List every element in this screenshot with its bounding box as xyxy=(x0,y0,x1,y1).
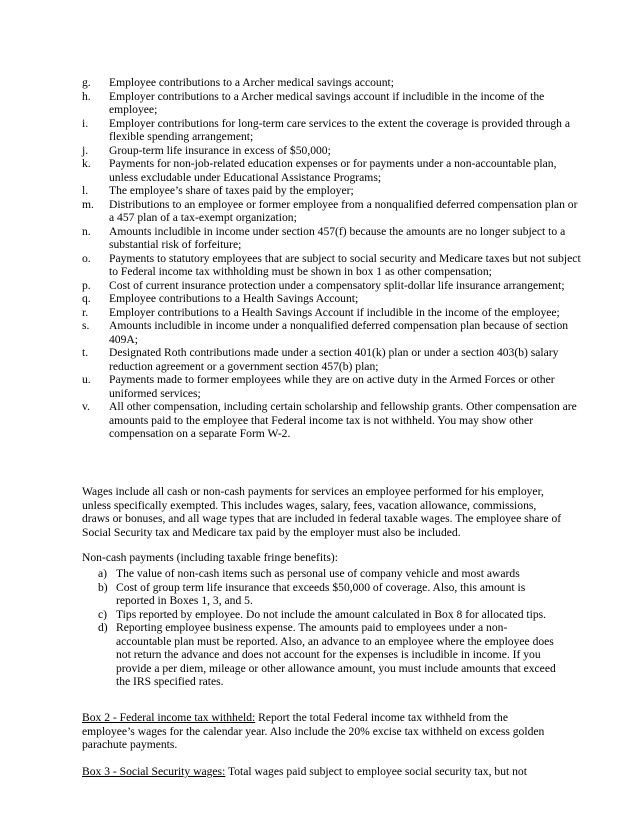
noncash-heading: Non-cash payments (including taxable fringe benefits): xyxy=(82,551,338,564)
list-item: c) Tips reported by employee. Do not include the amount calculated in Box 8 for allocated tips. xyxy=(98,607,547,621)
list-item: h. Employer contributions to a Archer medical savings account if includible in the income of the employee; xyxy=(82,89,545,116)
list-item: v. All other compensation, including certain scholarship and fellowship grants. Other compensation are amounts paid to the employee that Federal income tax is not withheld. You may show other compensation on a separate Form W-2. xyxy=(82,400,577,440)
list-item: j. Group-term life insurance in excess of $50,000; xyxy=(82,143,331,157)
list-item: t. Designated Roth contributions made under a section 401(k) plan or under a section 403(b) salary reduction agreement or a government section 457(b) plan; xyxy=(82,346,559,373)
list-item: d) Reporting employee business expense. The amounts paid to employees under a non-accountable plan must be reported. Also, an advance to an employee where the employee does not return the advance and does not account for the expenses is includible in income. If you provide a per diem, mileage or other allowance amount, you must include amounts that exceed the IRS specified rates. xyxy=(98,621,556,688)
box3-heading: Box 3 - Social Security wages: xyxy=(82,765,226,778)
box1-items-list xyxy=(82,76,582,441)
box3-paragraph xyxy=(82,765,562,779)
list-item: k. Payments for non-job-related education expenses or for payments under a non-accountable plan, unless excludable under Educational Assistance Programs; xyxy=(82,157,557,184)
list-item: g. Employee contributions to a Archer medical savings account; xyxy=(82,76,394,89)
list-item: u. Payments made to former employees while they are on active duty in the Armed Forces or other uniformed services; xyxy=(82,373,555,400)
list-item: a) The value of non-cash items such as personal use of company vehicle and most awards xyxy=(98,567,520,580)
noncash-items-list xyxy=(98,567,558,689)
list-item: o. Payments to statutory employees that are subject to social security and Medicare taxes but not subject to Federal income tax withholding must be shown in box 1 as other compensation; xyxy=(82,251,581,278)
list-item: l. The employee’s share of taxes paid by the employer; xyxy=(82,184,354,197)
box2-paragraph xyxy=(82,711,562,752)
box2-text: Report the total Federal income tax withheld from the employee’s wages for the calendar year. Also include the 20% excise tax withheld on excess golden parachute payments. xyxy=(82,711,545,751)
list-item: p. Cost of current insurance protection under a compensatory split-dollar life insurance arrangement; xyxy=(82,278,565,292)
list-item: s. Amounts includible in income under a nonqualified deferred compensation plan because of section 409A; xyxy=(82,319,569,346)
list-item: r. Employer contributions to a Health Savings Account if includible in the income of the employee; xyxy=(82,305,560,319)
list-item: m. Distributions to an employee or former employee from a nonqualified deferred compensation plan or a 457 plan of a tax-exempt organization; xyxy=(82,197,578,224)
wages-paragraph: Wages include all cash or non-cash payments for services an employee performed for his employer, unless specifically exempted. This includes wages, salary, fees, vacation allowance, commissions, draws or bonuses, and all wage types that are included in federal taxable wages. The employee share of Social Security tax and Medicare tax paid by the employer must also be included. xyxy=(82,485,562,539)
box2-heading: Box 2 - Federal income tax withheld: xyxy=(82,711,256,724)
list-item: b) Cost of group term life insurance that exceeds $50,000 of coverage. Also, this amount is reported in Boxes 1, 3, and 5. xyxy=(98,580,526,607)
list-item: n. Amounts includible in income under section 457(f) because the amounts are no longer subject to a substantial risk of forfeiture; xyxy=(82,224,566,251)
box3-text: Total wages paid subject to employee social security tax, but not xyxy=(225,765,527,778)
list-item: i. Employer contributions for long-term care services to the extent the coverage is provided through a flexible spending arrangement; xyxy=(82,116,571,143)
list-item: q. Employee contributions to a Health Savings Account; xyxy=(82,292,359,305)
